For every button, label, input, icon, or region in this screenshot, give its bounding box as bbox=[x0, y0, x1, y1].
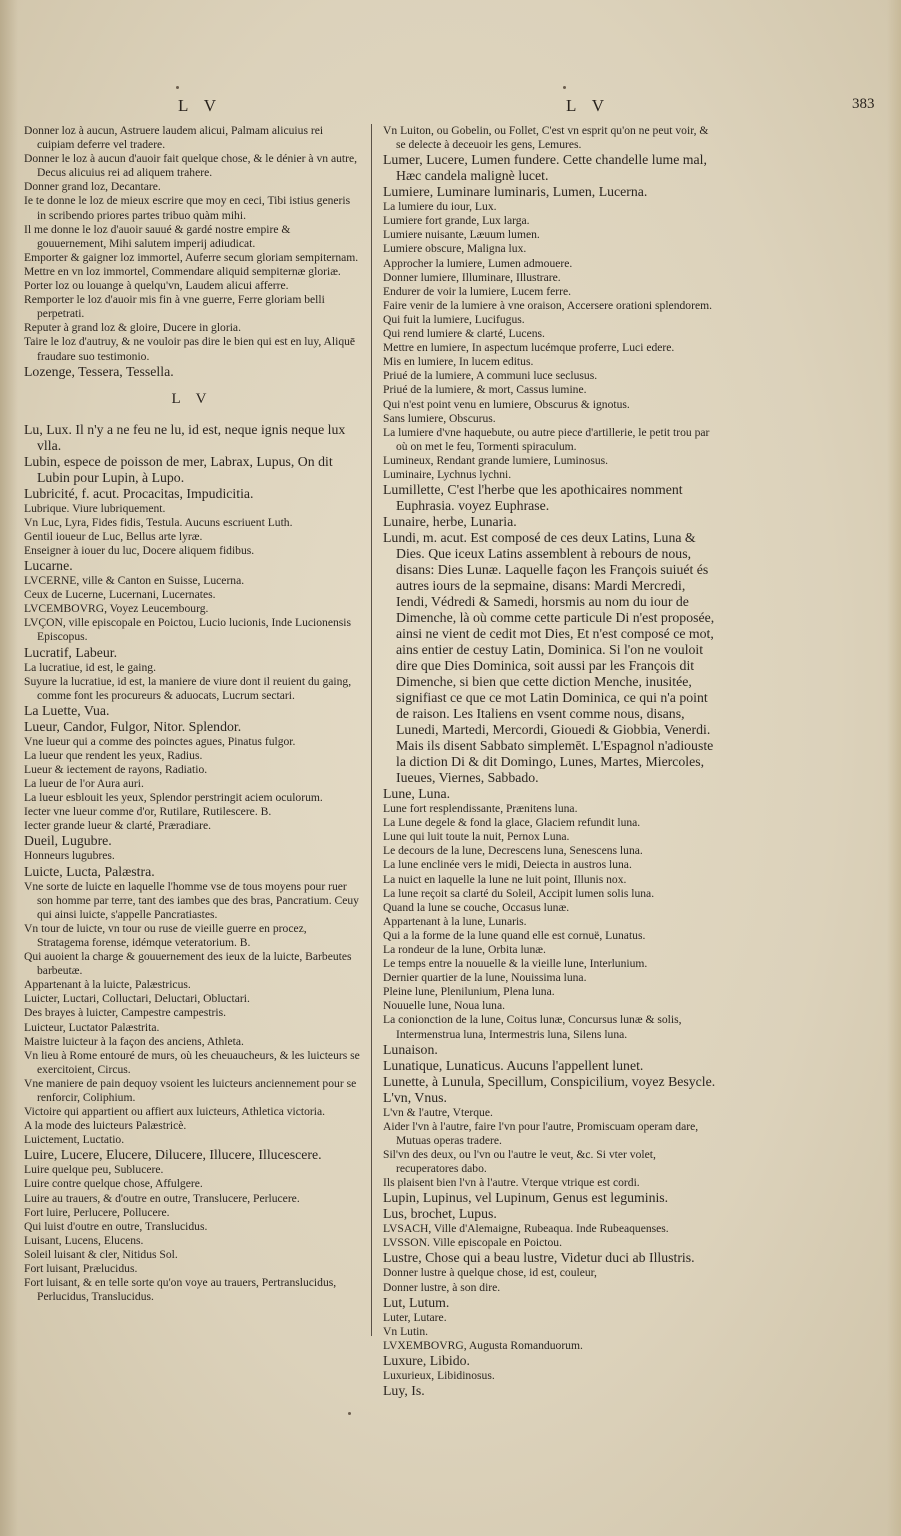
dictionary-entry: LVSSON. Ville episcopale en Poictou. bbox=[383, 1236, 562, 1250]
dictionary-entry: Porter loz ou louange à quelqu'vn, Laudem alicui afferre. bbox=[24, 279, 289, 293]
dictionary-entry: Qui luist d'outre en outre, Translucidus. bbox=[24, 1219, 208, 1233]
dictionary-entry: Le decours de la lune, Decrescens luna, Senescens luna. bbox=[383, 844, 643, 858]
dictionary-entry: Pleine lune, Plenilunium, Plena luna. bbox=[383, 985, 555, 999]
dictionary-entry: Sil'vn des deux, ou l'vn ou l'autre le veut, &c. Si vter volet, recuperatores dabo. bbox=[383, 1147, 656, 1176]
dictionary-entry: Vn lieu à Rome entouré de murs, où les cheuaucheurs, & les luicteurs se exercitoient, Circus. bbox=[24, 1048, 360, 1076]
dictionary-entry: Sans lumiere, Obscurus. bbox=[383, 411, 496, 425]
dictionary-entry: Lupin, Lupinus, vel Lupinum, Genus est leguminis. bbox=[383, 1190, 669, 1206]
dictionary-entry: Lundi, m. acut. Est composé de ces deux Latins, Luna & Dies. Que iceux Latins assemblent à rebours de nous, disans: Dies Lunæ. Laquelle façon les François suiuét és autres iours de la sepmaine, disans: Mardi Mercredi, Iendi, Védredi & Samedi, horsmis au nom du iour de Dimenche, là où comme cette particule Di n'est proposée, ainsi ne vient de cedit mot Dies, Et n'est composé ce mot, ains entier de cestuy Latin, Dominica. Si l'on ne vouloit dire que Dies Dominica, soit aussi par les François dit Dimenche, si bien que cette diction Menche, inusitée, signifiast ce que ce mot Latin Dominica, ce qui n'a point de raison. Les Italiens en vsent comme nous, disans, Lunedi, Martedi, Mercordi, Giouedi & Giobbia, Venerdi. Mais ils disent Sabbato simplemēt. L'Espagnol n'adiouste la diction Di & dit Domingo, Lunes, Martes, Miercoles, Iueues, Viernes, Sabbado. bbox=[383, 530, 715, 786]
dictionary-entry: Quand la lune se couche, Occasus lunæ. bbox=[383, 900, 570, 914]
dictionary-entry: Donner le loz à aucun d'auoir fait quelque chose, & le dénier à vn autre, Decus alicuius rei ad aliquem trahere. bbox=[24, 152, 358, 180]
page-edge-right bbox=[887, 0, 901, 1536]
dictionary-entry: Luire au trauers, & d'outre en outre, Translucere, Perlucere. bbox=[24, 1191, 300, 1205]
dictionary-entry: Lunaire, herbe, Lunaria. bbox=[383, 514, 517, 530]
dictionary-entry: Priué de la lumiere, & mort, Cassus lumine. bbox=[383, 383, 587, 397]
dictionary-entry: Remporter le loz d'auoir mis fin à vne guerre, Ferre gloriam belli perpetrati. bbox=[24, 293, 325, 321]
dictionary-entry: Lumer, Lucere, Lumen fundere. Cette chandelle lume mal, Hæc candela malignè lucet. bbox=[383, 152, 707, 184]
dictionary-entry: Luictement, Luctatio. bbox=[24, 1133, 125, 1147]
dictionary-entry: LVCEMBOVRG, Voyez Leucembourg. bbox=[24, 602, 209, 616]
dictionary-entry: Lustre, Chose qui a beau lustre, Videtur duci ab Illustris. bbox=[383, 1250, 695, 1266]
dictionary-entry: Lumineux, Rendant grande lumiere, Luminosus. bbox=[383, 453, 609, 467]
dictionary-entry: Donner lumiere, Illuminare, Illustrare. bbox=[383, 270, 561, 284]
dictionary-entry: LVSACH, Ville d'Alemaigne, Rubeaqua. Inde Rubeaquenses. bbox=[383, 1222, 669, 1236]
dictionary-entry: Lueur & iectement de rayons, Radiatio. bbox=[24, 763, 208, 776]
page-edge-left bbox=[0, 0, 18, 1536]
dictionary-entry: Mettre en lumiere, In aspectum lucémque proferre, Luci edere. bbox=[383, 341, 675, 355]
dictionary-entry: Lune, Luna. bbox=[383, 786, 451, 802]
ink-speck bbox=[563, 86, 566, 89]
dictionary-entry: La nuict en laquelle la lune ne luit point, Illunis nox. bbox=[383, 872, 627, 886]
left-column bbox=[24, 124, 360, 1304]
dictionary-entry: Lune qui luit toute la nuit, Pernox Luna. bbox=[383, 830, 570, 844]
dictionary-entry: Fort luisant, & en telle sorte qu'on voye au trauers, Pertranslucidus, Perlucidus, Translucidus. bbox=[24, 1276, 337, 1304]
dictionary-entry: LVXEMBOVRG, Augusta Romanduorum. bbox=[383, 1338, 583, 1352]
dictionary-entry: Lumiere obscure, Maligna lux. bbox=[383, 242, 527, 256]
page-number: 383 bbox=[852, 96, 875, 112]
dictionary-entry: Luisant, Lucens, Elucens. bbox=[24, 1233, 144, 1247]
dictionary-entry: Qui a la forme de la lune quand elle est cornuë, Lunatus. bbox=[383, 928, 646, 942]
dictionary-entry: Vn Luc, Lyra, Fides fidis, Testula. Aucuns escriuent Luth. bbox=[24, 515, 293, 529]
dictionary-entry: La lune enclinée vers le midi, Deiecta in austros luna. bbox=[383, 858, 632, 872]
dictionary-entry: Endurer de voir la lumiere, Lucem ferre. bbox=[383, 284, 571, 298]
dictionary-entry: La lumiere du iour, Lux. bbox=[383, 200, 497, 214]
dictionary-entry: Victoire qui appartient ou affiert aux luicteurs, Athletica victoria. bbox=[24, 1105, 326, 1119]
dictionary-entry: Luire contre quelque chose, Affulgere. bbox=[24, 1177, 203, 1191]
dictionary-entry: Donner grand loz, Decantare. bbox=[24, 180, 161, 194]
dictionary-entry: Luire quelque peu, Sublucere. bbox=[24, 1163, 164, 1177]
dictionary-entry: Lucarne. bbox=[24, 558, 73, 574]
dictionary-entry: La lueur esblouit les yeux, Splendor perstringit aciem oculorum. bbox=[24, 791, 323, 805]
dictionary-entry: Lubin, espece de poisson de mer, Labrax, Lupus, On dit Lubin pour Lupin, à Lupo. bbox=[24, 453, 333, 485]
dictionary-entry: Luire, Lucere, Elucere, Dilucere, Illucere, Illucescere. bbox=[24, 1147, 322, 1163]
dictionary-entry: Luxurieux, Libidinosus. bbox=[383, 1368, 495, 1382]
dictionary-entry: Appartenant à la luicte, Palæstricus. bbox=[24, 978, 191, 992]
dictionary-entry: Priué de la lumiere, A communi luce seclusus. bbox=[383, 369, 598, 383]
dictionary-entry: L'vn & l'autre, Vterque. bbox=[383, 1105, 493, 1119]
dictionary-entry: Lumiere nuisante, Læuum lumen. bbox=[383, 228, 540, 242]
dictionary-entry: La lune reçoit sa clarté du Soleil, Accipit lumen solis luna. bbox=[383, 886, 655, 900]
dictionary-entry: A la mode des luicteurs Palæstricè. bbox=[24, 1119, 187, 1133]
dictionary-entry: Lucratif, Labeur. bbox=[24, 644, 118, 660]
dictionary-entry: Lunatique, Lunaticus. Aucuns l'appellent lunet. bbox=[383, 1057, 644, 1073]
dictionary-entry: Aider l'vn à l'autre, faire l'vn pour l'autre, Promiscuam operam dare, Mutuas operas tradere. bbox=[383, 1119, 699, 1147]
dictionary-entry: Fort luisant, Prælucidus. bbox=[24, 1262, 138, 1275]
dictionary-entry: Ie te donne le loz de mieux escrire que moy en ceci, Tibi istius generis in scribendo priores partes tribuo quàm mihi. bbox=[24, 194, 351, 222]
dictionary-entry: La Luette, Vua. bbox=[24, 702, 110, 718]
dictionary-entry: LVÇON, ville episcopale en Poictou, Lucio lucionis, Inde Lucionensis Episcopus. bbox=[24, 616, 352, 644]
dictionary-entry: Qui auoient la charge & gouuernement des ieux de la luicte, Barbeutes barbeutæ. bbox=[24, 950, 352, 978]
dictionary-entry: Ils plaisent bien l'vn à l'autre. Vterque vtrique est cordi. bbox=[383, 1176, 640, 1190]
dictionary-entry: Luxure, Libido. bbox=[383, 1352, 470, 1368]
dictionary-entry: Vn tour de luicte, vn tour ou ruse de vieille guerre en procez, Stratagema forense, idémque veteratorium. B. bbox=[24, 921, 307, 949]
dictionary-entry: Le temps entre la nouuelle & la vieille lune, Interlunium. bbox=[383, 957, 648, 971]
dictionary-entry: Luicter, Luctari, Colluctari, Deluctari, Obluctari. bbox=[24, 992, 250, 1006]
dictionary-entry: Lumiere fort grande, Lux larga. bbox=[383, 214, 530, 228]
dictionary-entry: Soleil luisant & cler, Nitidus Sol. bbox=[24, 1247, 178, 1261]
column-divider bbox=[371, 124, 372, 1336]
dictionary-entry: L'vn, Vnus. bbox=[383, 1089, 447, 1105]
dictionary-entry: Vn Lutin. bbox=[383, 1324, 429, 1338]
dictionary-entry: Qui rend lumiere & clarté, Lucens. bbox=[383, 327, 545, 341]
dictionary-entry: Luter, Lutare. bbox=[383, 1310, 447, 1324]
dictionary-entry: Lunaison. bbox=[383, 1041, 438, 1057]
dictionary-entry: La Lune degele & fond la glace, Glaciem refundit luna. bbox=[383, 816, 641, 830]
dictionary-entry: Lumiere, Luminare luminaris, Lumen, Lucerna. bbox=[383, 184, 648, 200]
dictionary-entry: Gentil ioueur de Luc, Bellus arte lyræ. bbox=[24, 529, 203, 543]
dictionary-entry: Lus, brochet, Lupus. bbox=[383, 1206, 497, 1222]
dictionary-entry: Vne lueur qui a comme des poinctes agues, Pinatus fulgor. bbox=[24, 734, 296, 748]
dictionary-entry: Vne maniere de pain dequoy vsoient les luicteurs anciennement pour se renforcir, Coliphium. bbox=[24, 1076, 357, 1104]
dictionary-entry: Lut, Lutum. bbox=[383, 1294, 450, 1310]
dictionary-entry: Donner lustre à quelque chose, id est, couleur, bbox=[383, 1266, 597, 1280]
dictionary-entry: Lubrique. Viure lubriquement. bbox=[24, 501, 166, 515]
dictionary-entry: Lune fort resplendissante, Prænitens luna. bbox=[383, 802, 578, 816]
dictionary-entry: Emporter & gaigner loz immortel, Auferre secum gloriam sempiternam. bbox=[24, 250, 359, 264]
dictionary-entry: La lueur de l'or Aura auri. bbox=[24, 777, 144, 791]
dictionary-entry: Mis en lumiere, In lucem editus. bbox=[383, 355, 534, 369]
dictionary-entry: Enseigner à iouer du luc, Docere aliquem fidibus. bbox=[24, 543, 255, 557]
dictionary-entry: Vn Luiton, ou Gobelin, ou Follet, C'est vn esprit qu'on ne peut voir, & se delecte à deceuoir les gens, Lemures. bbox=[383, 124, 709, 152]
dictionary-entry: Lubricité, f. acut. Procacitas, Impudicitia. bbox=[24, 485, 254, 501]
dictionary-entry: La lucratiue, id est, le gaing. bbox=[24, 660, 156, 674]
dictionary-entry: Ceux de Lucerne, Lucernani, Lucernates. bbox=[24, 588, 216, 602]
dictionary-entry: Dernier quartier de la lune, Nouissima luna. bbox=[383, 971, 587, 985]
dictionary-entry: Reputer à grand loz & gloire, Ducere in gloria. bbox=[24, 321, 241, 335]
dictionary-entry: Vne sorte de luicte en laquelle l'homme vse de tous moyens pour ruer son homme par terre, tant des iambes que des bras, Pancratium. Ceuy qui ainsi luicte, s'appelle Pancratiastes. bbox=[24, 879, 359, 921]
dictionary-entry: Lueur, Candor, Fulgor, Nitor. Splendor. bbox=[24, 718, 242, 734]
dictionary-entry: Suyure la lucratiue, id est, la maniere de viure dont il reuient du gaing, comme font les procureurs & aduocats, Lucrum sectari. bbox=[24, 674, 352, 702]
dictionary-entry: Honneurs lugubres. bbox=[24, 849, 115, 863]
dictionary-entry: Approcher la lumiere, Lumen admouere. bbox=[383, 256, 573, 270]
dictionary-entry: Appartenant à la lune, Lunaris. bbox=[383, 914, 527, 928]
dictionary-entry: Donner lustre, à son dire. bbox=[383, 1280, 501, 1294]
dictionary-entry: Mettre en vn loz immortel, Commendare aliquid sempiternæ gloriæ. bbox=[24, 264, 341, 278]
running-header-right: L V bbox=[566, 96, 610, 115]
dictionary-entry: Luy, Is. bbox=[383, 1382, 425, 1398]
dictionary-entry: Qui fuit la lumiere, Lucifugus. bbox=[383, 312, 525, 326]
dictionary-entry: Lozenge, Tessera, Tessella. bbox=[24, 363, 174, 379]
dictionary-entry: La rondeur de la lune, Orbita lunæ. bbox=[383, 943, 546, 956]
dictionary-entry: Dueil, Lugubre. bbox=[24, 833, 112, 849]
ink-speck bbox=[176, 86, 179, 89]
dictionary-entry: Qui n'est point venu en lumiere, Obscurus & ignotus. bbox=[383, 397, 630, 411]
right-column bbox=[383, 124, 719, 1399]
dictionary-entry: Luminaire, Lychnus lychni. bbox=[383, 467, 512, 481]
dictionary-entry: La conionction de la lune, Coitus lunæ, Concursus lunæ & solis, Intermenstrua luna, Intermestris luna, Silens luna. bbox=[383, 1013, 682, 1041]
dictionary-entry: Lumillette, C'est l'herbe que les apothicaires nomment Euphrasia. voyez Euphrase. bbox=[383, 482, 683, 514]
dictionary-entry: Iecter grande lueur & clarté, Præradiare. bbox=[24, 819, 212, 833]
running-header-left: L V bbox=[178, 96, 222, 115]
dictionary-entry: La lumiere d'vne haquebute, ou autre piece d'artillerie, le petit trou par où on met le feu, Tormenti spiraculum. bbox=[383, 425, 710, 453]
dictionary-entry: Des brayes à luicter, Campestre campestris. bbox=[24, 1006, 227, 1020]
dictionary-entry: Luicte, Lucta, Palæstra. bbox=[24, 863, 155, 879]
dictionary-entry: Fort luire, Perlucere, Pollucere. bbox=[24, 1205, 170, 1219]
dictionary-entry: Maistre luicteur à la façon des anciens, Athleta. bbox=[24, 1034, 244, 1048]
dictionary-entry: LVCERNE, ville & Canton en Suisse, Lucerna. bbox=[24, 574, 245, 588]
dictionary-entry: Lunette, à Lunula, Specillum, Conspicilium, voyez Besycle. bbox=[383, 1073, 716, 1089]
dictionary-entry: Iecter vne lueur comme d'or, Rutilare, Rutilescere. B. bbox=[24, 805, 272, 819]
dictionary-entry: Nouuelle lune, Noua luna. bbox=[383, 999, 506, 1013]
dictionary-entry: Il me donne le loz d'auoir sauué & gardé nostre empire & gouuernement, Mihi salutem imperij adiudicat. bbox=[24, 222, 291, 250]
section-heading: L V bbox=[171, 390, 213, 407]
ink-speck bbox=[348, 1412, 351, 1415]
dictionary-entry: Lu, Lux. Il n'y a ne feu ne lu, id est, neque ignis neque lux vlla. bbox=[24, 421, 346, 453]
dictionary-entry: La lueur que rendent les yeux, Radius. bbox=[24, 748, 203, 762]
dictionary-entry: Faire venir de la lumiere à vne oraison, Accersere orationi splendorem. bbox=[383, 298, 713, 312]
dictionary-entry: Taire le loz d'autruy, & ne vouloir pas dire le bien qui est en luy, Aliquē fraudare suo testimonio. bbox=[24, 335, 356, 363]
dictionary-entry: Luicteur, Luctator Palæstrita. bbox=[24, 1020, 160, 1034]
dictionary-entry: Donner loz à aucun, Astruere laudem alicui, Palmam alicuius rei cuipiam deferre vel tradere. bbox=[24, 124, 324, 152]
